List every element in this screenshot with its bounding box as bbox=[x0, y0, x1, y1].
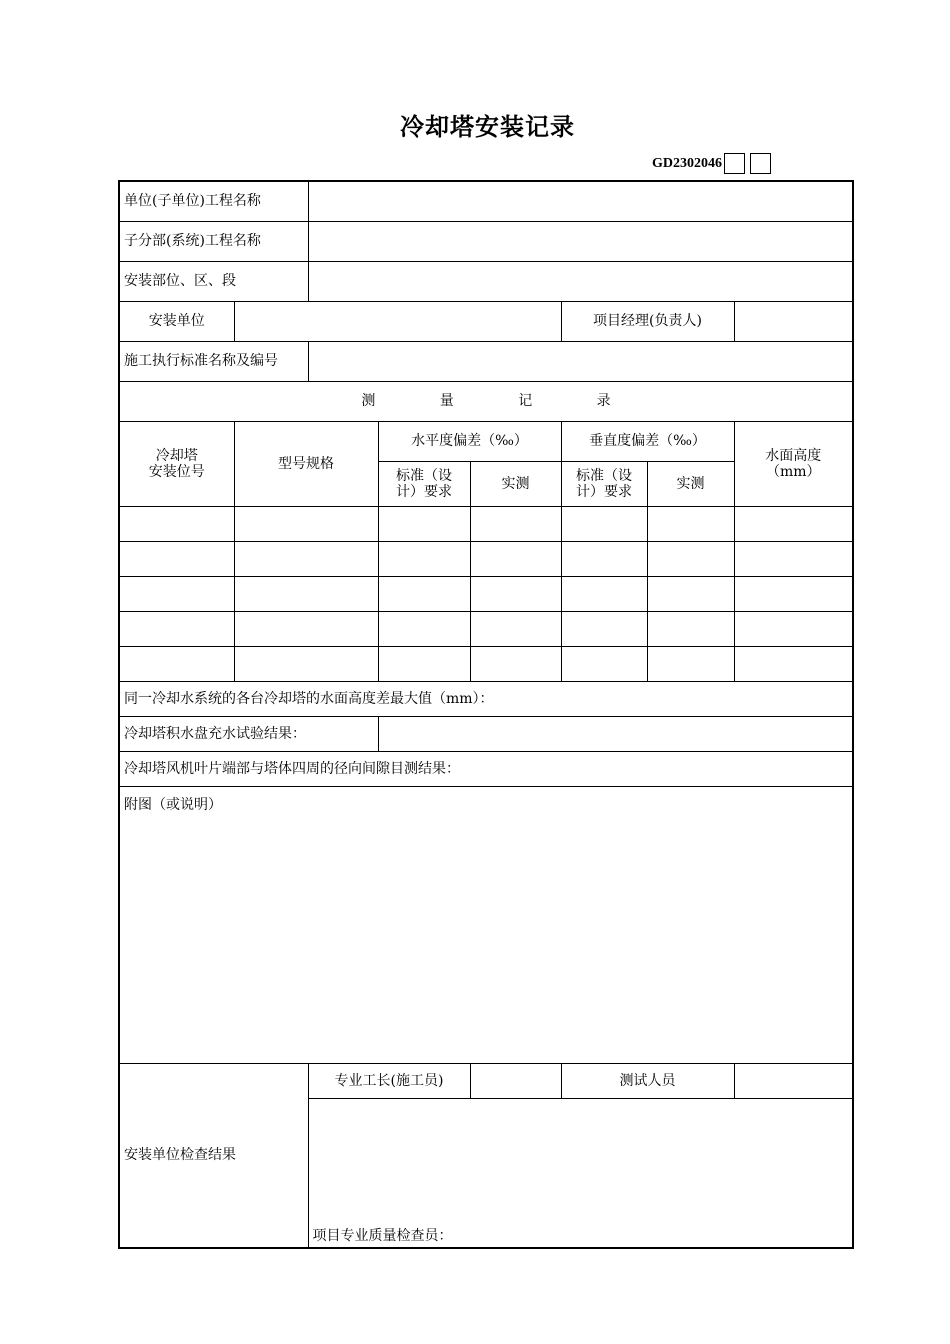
project-manager-value[interactable] bbox=[734, 301, 853, 341]
foreman-value[interactable] bbox=[470, 1063, 561, 1098]
table-cell[interactable] bbox=[647, 576, 734, 611]
tester-label: 测试人员 bbox=[561, 1063, 734, 1098]
page-title: 冷却塔安装记录 bbox=[400, 112, 575, 141]
code-checkbox-2[interactable] bbox=[750, 153, 771, 174]
quality-inspector-area[interactable]: 项目专业质量检查员： bbox=[308, 1098, 853, 1248]
install-unit-value[interactable] bbox=[234, 301, 561, 341]
table-cell[interactable] bbox=[647, 646, 734, 681]
table-cell[interactable] bbox=[234, 646, 378, 681]
table-row bbox=[119, 541, 853, 576]
max-diff-note[interactable]: 同一冷却水系统的各台冷却塔的水面高度差最大值（mm）： bbox=[119, 681, 853, 716]
table-cell[interactable] bbox=[378, 506, 470, 541]
table-row bbox=[119, 611, 853, 646]
level-design-header: 标准（设 计）要求 bbox=[378, 461, 470, 506]
table-cell[interactable] bbox=[734, 646, 853, 681]
standard-value[interactable] bbox=[308, 341, 853, 381]
table-cell[interactable] bbox=[119, 646, 234, 681]
vertical-actual-header: 实测 bbox=[647, 461, 734, 506]
level-actual-header: 实测 bbox=[470, 461, 561, 506]
table-cell[interactable] bbox=[234, 611, 378, 646]
table-cell[interactable] bbox=[378, 611, 470, 646]
install-unit-label: 安装单位 bbox=[119, 301, 234, 341]
col-vertical-header: 垂直度偏差（‰） bbox=[561, 421, 734, 461]
table-cell[interactable] bbox=[561, 576, 647, 611]
tester-value[interactable] bbox=[734, 1063, 853, 1098]
table-cell[interactable] bbox=[234, 506, 378, 541]
table-cell[interactable] bbox=[119, 541, 234, 576]
foreman-label: 专业工长(施工员) bbox=[308, 1063, 470, 1098]
inspection-label: 安装单位检查结果 bbox=[119, 1063, 308, 1248]
table-cell[interactable] bbox=[119, 576, 234, 611]
standard-label: 施工执行标准名称及编号 bbox=[119, 341, 308, 381]
gap-check-note[interactable]: 冷却塔风机叶片端部与塔体四周的径向间隙目测结果： bbox=[119, 751, 853, 786]
table-cell[interactable] bbox=[378, 576, 470, 611]
col-water-header: 水面高度 （mm） bbox=[734, 421, 853, 506]
sub-project-value[interactable] bbox=[308, 221, 853, 261]
unit-project-label: 单位(子单位)工程名称 bbox=[119, 181, 308, 221]
col-model-header: 型号规格 bbox=[234, 421, 378, 506]
fill-test-value[interactable] bbox=[378, 716, 853, 751]
table-cell[interactable] bbox=[647, 506, 734, 541]
unit-project-value[interactable] bbox=[308, 181, 853, 221]
measurement-heading: 测 量 记 录 bbox=[119, 381, 853, 421]
table-cell[interactable] bbox=[561, 506, 647, 541]
install-location-value[interactable] bbox=[308, 261, 853, 301]
install-location-label: 安装部位、区、段 bbox=[119, 261, 308, 301]
table-cell[interactable] bbox=[647, 541, 734, 576]
table-cell[interactable] bbox=[378, 541, 470, 576]
project-manager-label: 项目经理(负责人) bbox=[561, 301, 734, 341]
vertical-design-header: 标准（设 计）要求 bbox=[561, 461, 647, 506]
table-cell[interactable] bbox=[470, 506, 561, 541]
table-cell[interactable] bbox=[734, 611, 853, 646]
table-cell[interactable] bbox=[378, 646, 470, 681]
fill-test-label: 冷却塔积水盘充水试验结果： bbox=[119, 716, 378, 751]
sub-project-label: 子分部(系统)工程名称 bbox=[119, 221, 308, 261]
code-checkbox-1[interactable] bbox=[724, 153, 745, 174]
table-cell[interactable] bbox=[647, 611, 734, 646]
table-cell[interactable] bbox=[470, 611, 561, 646]
table-cell[interactable] bbox=[470, 646, 561, 681]
table-row bbox=[119, 576, 853, 611]
form-code bbox=[652, 153, 771, 174]
table-cell[interactable] bbox=[470, 541, 561, 576]
col-position-header: 冷却塔 安装位号 bbox=[119, 421, 234, 506]
table-cell[interactable] bbox=[470, 576, 561, 611]
table-cell[interactable] bbox=[734, 506, 853, 541]
table-cell[interactable] bbox=[119, 611, 234, 646]
table-cell[interactable] bbox=[734, 541, 853, 576]
col-level-header: 水平度偏差（‰） bbox=[378, 421, 561, 461]
table-row bbox=[119, 506, 853, 541]
form-code-text: GD2302046 bbox=[652, 155, 722, 171]
table-cell[interactable] bbox=[561, 541, 647, 576]
table-cell[interactable] bbox=[561, 646, 647, 681]
table-cell[interactable] bbox=[234, 541, 378, 576]
attachment-area[interactable]: 附图（或说明） bbox=[119, 786, 853, 1063]
table-cell[interactable] bbox=[561, 611, 647, 646]
table-cell[interactable] bbox=[734, 576, 853, 611]
table-row bbox=[119, 646, 853, 681]
record-form bbox=[118, 180, 854, 1249]
table-cell[interactable] bbox=[119, 506, 234, 541]
table-cell[interactable] bbox=[234, 576, 378, 611]
